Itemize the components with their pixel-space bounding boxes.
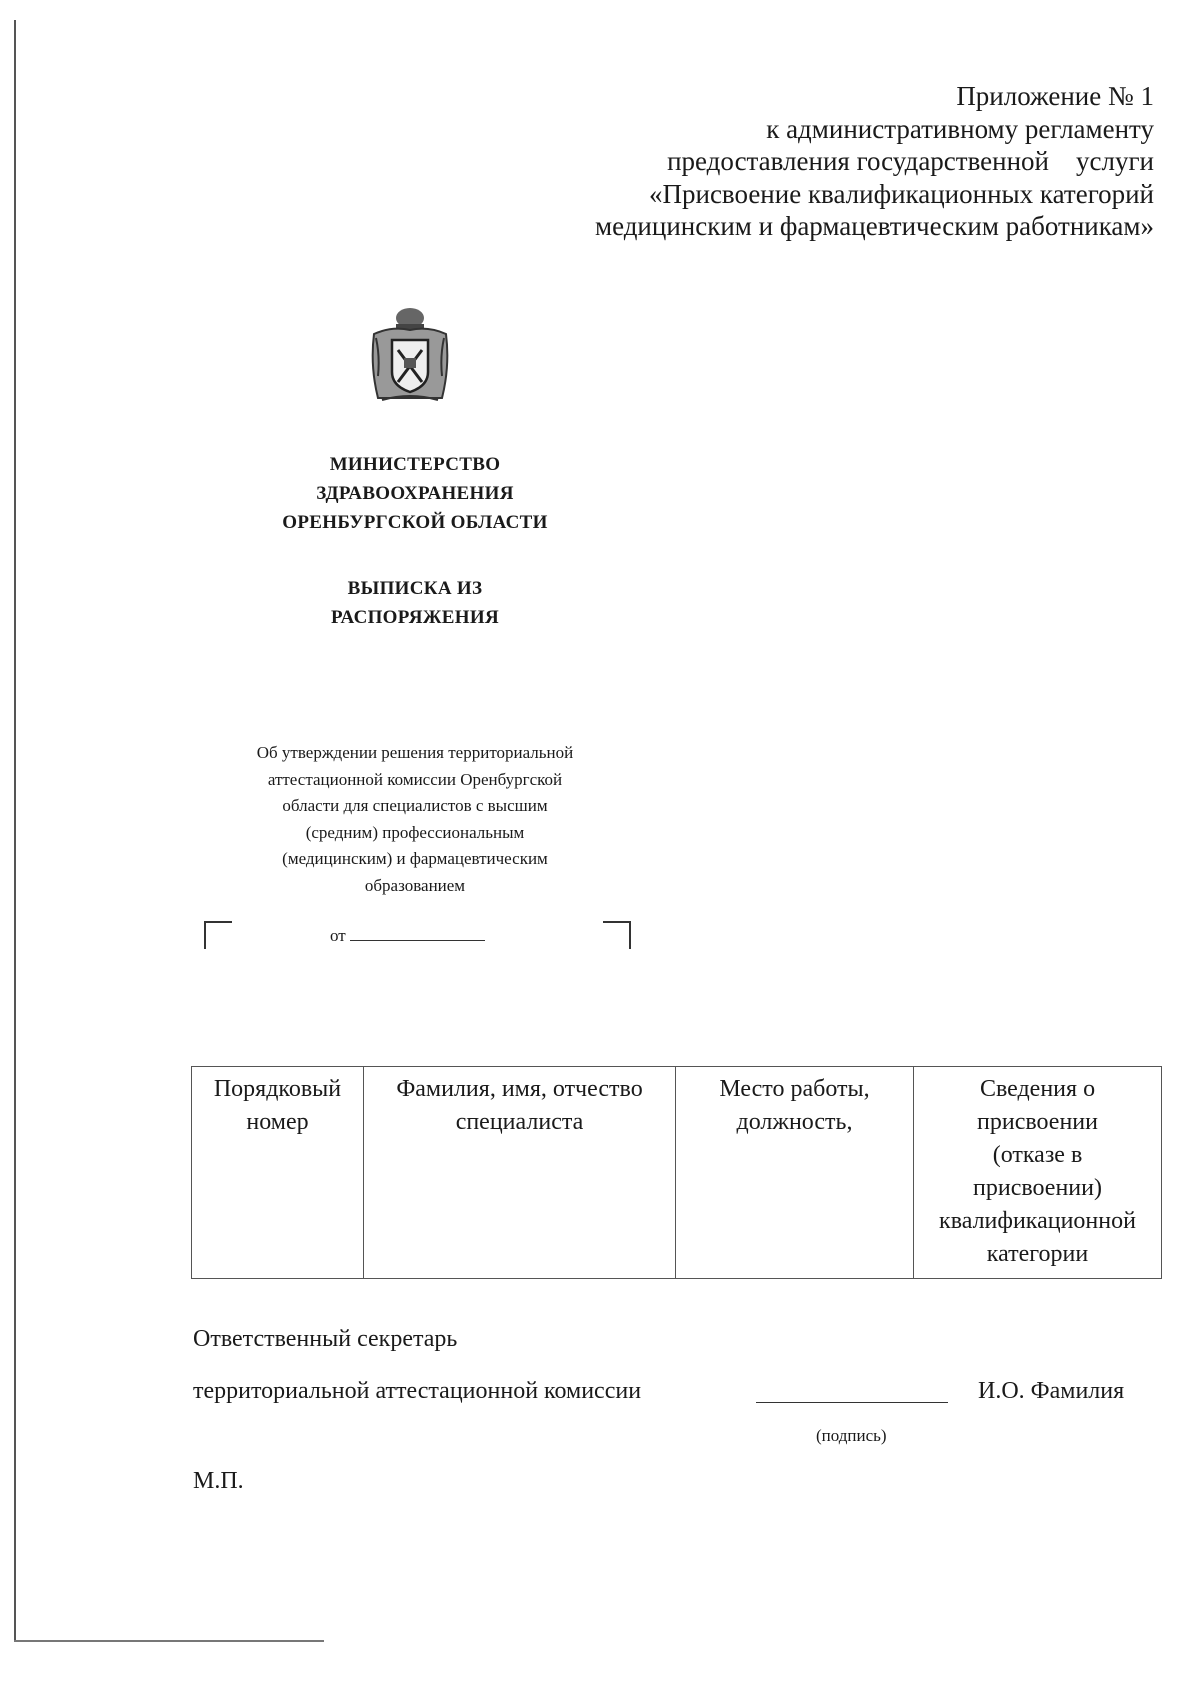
header-line: присвоении) [973, 1175, 1102, 1201]
header-line: Место работы, [719, 1076, 870, 1102]
ministry-line: МИНИСТЕРСТВО [329, 454, 501, 475]
appendix-line: медицинским и фармацевтическим работникам» [594, 211, 1154, 241]
table-header-workplace [676, 1067, 914, 1278]
subject-text [195, 740, 635, 899]
scan-edge-bottom [14, 1640, 324, 1642]
signature-line [756, 1402, 948, 1403]
date-bracket-left [204, 921, 232, 949]
document-type-line: РАСПОРЯЖЕНИЯ [331, 607, 499, 628]
appendix-line: Приложение № 1 [956, 81, 1154, 111]
signature-hint: (подпись) [816, 1426, 887, 1445]
ministry-line: ЗДРАВООХРАНЕНИЯ [316, 483, 514, 504]
date-prefix: от [330, 926, 346, 945]
header-line: (отказе в [992, 1142, 1083, 1168]
appendix-line: к административному регламенту [766, 113, 1154, 144]
scan-edge-left [14, 20, 16, 1642]
appendix-line: предоставления государственной услуги [667, 146, 1154, 176]
subject-line: области для специалистов с высшим [282, 796, 548, 815]
stamp-place: М.П. [193, 1468, 244, 1494]
table-header-category [914, 1067, 1161, 1278]
subject-line: образованием [364, 875, 466, 895]
header-line: категории [986, 1241, 1089, 1267]
coat-of-arms-icon [366, 306, 454, 406]
appendix-line: «Присвоение квалификационных категорий [649, 178, 1154, 209]
header-line: Сведения о [979, 1076, 1096, 1102]
table-header-name [364, 1067, 676, 1278]
header-line: должность, [736, 1109, 853, 1135]
secretary-title: Ответственный секретарь [193, 1326, 458, 1352]
ministry-name [235, 450, 595, 537]
header-line: Порядковый [213, 1076, 342, 1102]
appendix-header [514, 80, 1154, 243]
header-line: специалиста [455, 1109, 584, 1135]
document-type [235, 574, 595, 632]
subject-line: (средним) профессиональным [305, 822, 525, 842]
specialists-table [191, 1066, 1162, 1279]
subject-line: аттестационной комиссии Оренбургской [267, 769, 563, 789]
header-line: квалификационной [939, 1208, 1136, 1234]
subject-line: Об утверждении решения территориальной [256, 743, 574, 762]
header-line: Фамилия, имя, отчество [396, 1076, 643, 1102]
header-line: присвоении [977, 1109, 1098, 1135]
secretary-commission: территориальной аттестационной комиссии [193, 1378, 642, 1404]
secretary-name: И.О. Фамилия [978, 1378, 1125, 1404]
document-type-line: ВЫПИСКА ИЗ [347, 578, 483, 599]
date-bracket-right [603, 921, 631, 949]
table-header-number [192, 1067, 364, 1278]
ministry-line: ОРЕНБУРГСКОЙ ОБЛАСТИ [282, 512, 548, 533]
date-blank-line [350, 922, 485, 941]
header-line: номер [246, 1109, 309, 1135]
subject-line: (медицинским) и фармацевтическим [282, 849, 548, 868]
date-field [330, 922, 485, 946]
